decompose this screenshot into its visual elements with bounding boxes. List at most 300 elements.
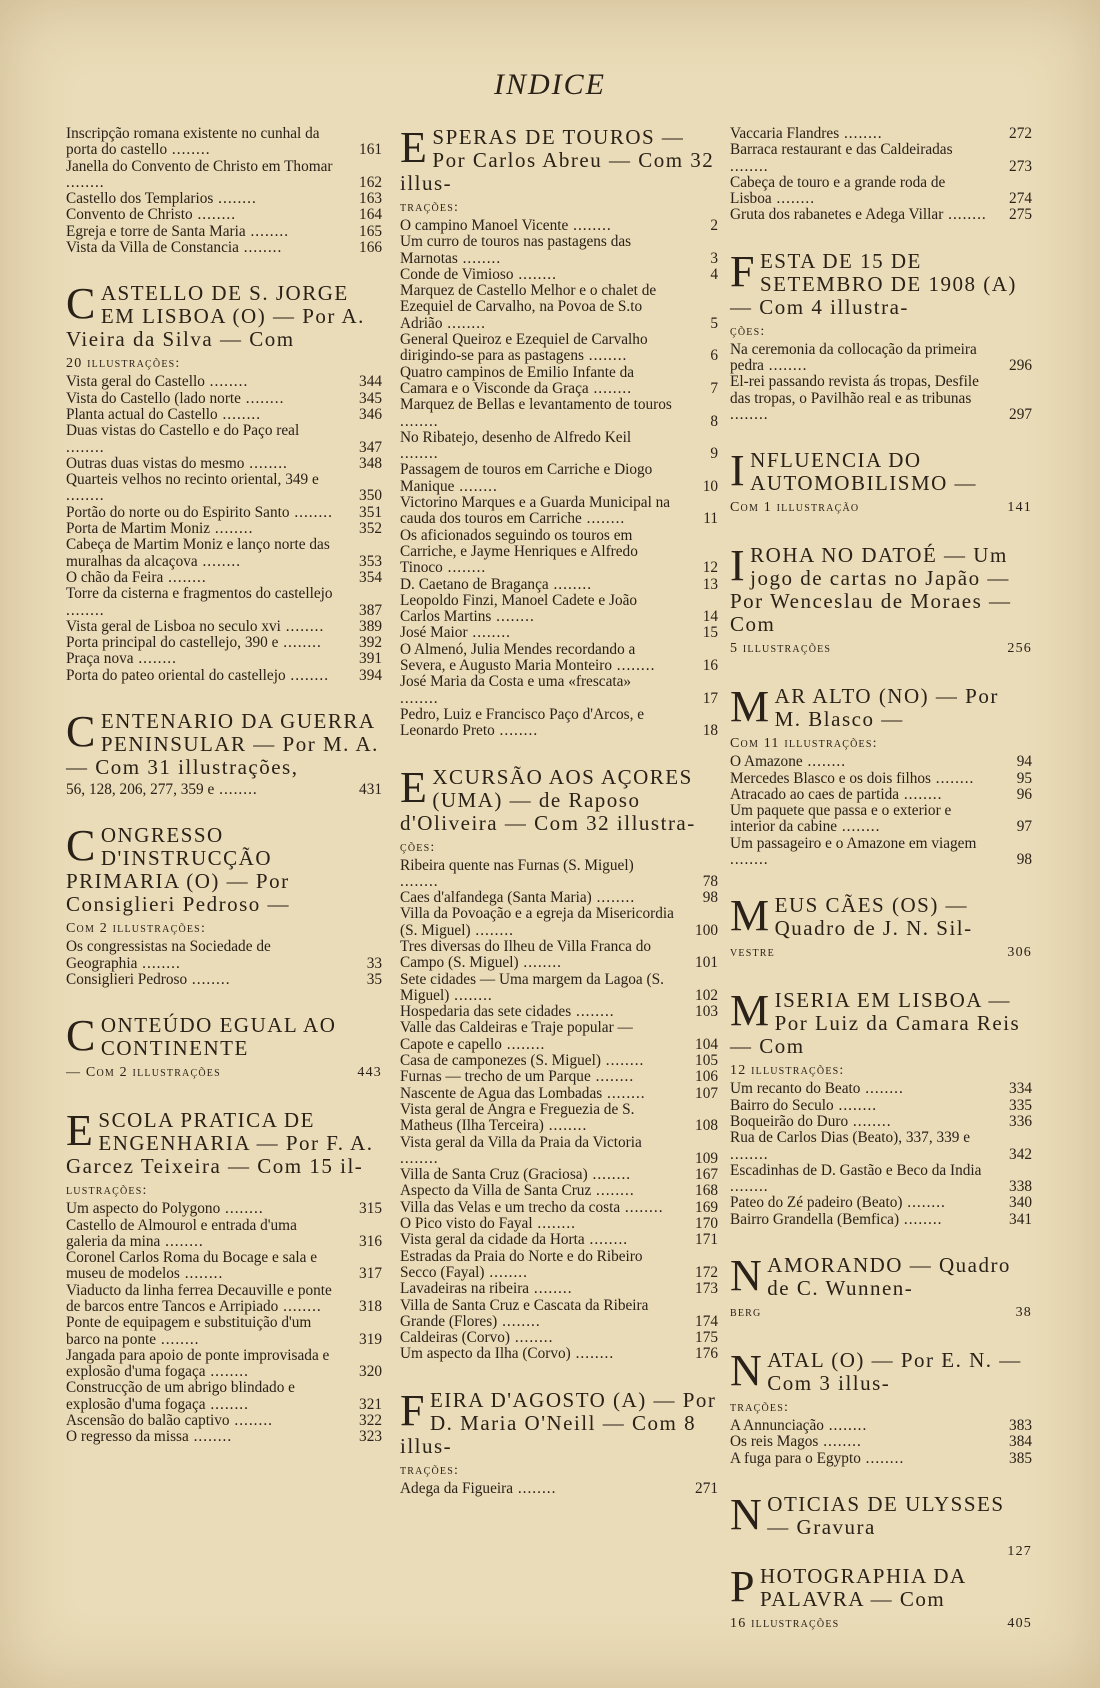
section-subheading: [730, 1614, 1032, 1634]
entry-title: Villa da Povoação e a egreja da Misericordia (S. Miguel) .....: [400, 906, 680, 939]
entry-title: Victorino Marques e a Guarda Municipal na cauda dos touros em Carriche .....: [400, 495, 680, 528]
section-subheading: [66, 354, 382, 374]
entry-title: A fuga para o Egypto .....: [730, 1451, 994, 1467]
entry-title: Um passageiro e o Amazone em viagem .....: [730, 836, 994, 869]
index-entry: [66, 1201, 382, 1217]
entry-title: Bairro Grandella (Bemfica) .....: [730, 1212, 994, 1228]
index-entry: [400, 1135, 718, 1168]
entry-page: 167: [695, 1166, 718, 1184]
index-entry: [66, 1429, 382, 1445]
entry-page: 161: [359, 141, 382, 159]
entry-title: Vista geral da Villa da Praia da Victoria .....: [400, 1135, 680, 1168]
index-entry: [400, 462, 718, 495]
entry-title: Portão do norte ou do Espirito Santo .....: [66, 505, 344, 521]
column-1: [66, 126, 382, 1472]
section-namorando: [730, 1251, 1032, 1323]
index-entry: [400, 642, 718, 675]
index-entry: [400, 890, 718, 906]
section-subheading: [400, 1461, 718, 1481]
entry-page: 346: [359, 405, 382, 423]
index-entry: [730, 787, 1032, 803]
entry-page: 353: [359, 552, 382, 570]
entry-title: José Maior .....: [400, 625, 680, 641]
subheading-text: Com 11 illustrações:: [730, 736, 878, 752]
section-subheading: [730, 498, 1032, 518]
section-mar: [730, 682, 1032, 869]
section-heading: PHOTOGRAPHIA DA PALAVRA — Com: [730, 1561, 966, 1611]
entry-title: Ponte de equipagem e substituição d'um barco na ponte .....: [66, 1315, 344, 1348]
index-entry: [66, 407, 382, 423]
section-escola: [66, 1106, 382, 1446]
entry-title: Caes d'alfandega (Santa Maria) .....: [400, 890, 680, 906]
entry-title: Torre da cisterna e fragmentos do castellejo .....: [66, 586, 344, 619]
index-entry: [66, 456, 382, 472]
entry-title: Atracado ao caes de partida .....: [730, 787, 994, 803]
entry-title: Rua de Carlos Dias (Beato), 337, 339 e .....: [730, 1130, 994, 1163]
section-page: 141: [1007, 500, 1032, 516]
entry-page: 168: [695, 1182, 718, 1200]
entry-title: Um recanto do Beato .....: [730, 1081, 994, 1097]
index-entry: [400, 283, 718, 332]
entry-title: Gruta dos rabanetes e Adega Villar .....: [730, 207, 994, 223]
index-entry: [730, 1451, 1032, 1467]
subheading-text: — Com 2 illustrações: [66, 1065, 221, 1081]
index-entry: [66, 635, 382, 651]
index-entry: [400, 939, 718, 972]
entry-page: 98: [702, 889, 718, 907]
index-entry: [730, 374, 1032, 423]
entry-page: 96: [1016, 785, 1032, 803]
index-entry: [730, 1163, 1032, 1196]
entry-title: Valle das Caldeiras e Traje popular — Capote e capello .....: [400, 1020, 680, 1053]
column-2: [400, 123, 718, 1523]
section-heading: ESPERAS DE TOUROS — Por Carlos Abreu — Com 32 illus-: [400, 123, 715, 195]
index-entry: [66, 1250, 382, 1283]
entry-title: Adega da Figueira .....: [400, 1481, 680, 1497]
entry-title: Villa de Santa Cruz e Cascata da Ribeira Grande (Flores) .....: [400, 1298, 680, 1331]
entry-page: 274: [1009, 190, 1032, 208]
index-entry: [400, 1020, 718, 1053]
index-entry: [400, 1298, 718, 1331]
entry-page: 163: [359, 190, 382, 208]
index-entry: [400, 593, 718, 626]
entry-title: Os reis Magos .....: [730, 1434, 994, 1450]
entry-title: Inscripção romana existente no cunhal da porta do castello .....: [66, 126, 344, 159]
entry-title: O Almenó, Julia Mendes recordando a Severa, e Augusto Maria Monteiro .....: [400, 642, 680, 675]
entry-title: Sete cidades — Uma margem da Lagoa (S. Miguel) .....: [400, 972, 680, 1005]
entry-title: Jangada para apoio de ponte improvisada e explosão d'uma fogaça .....: [66, 1348, 344, 1381]
entry-title: Consiglieri Pedroso .....: [66, 972, 344, 988]
entry-title: O chão da Feira .....: [66, 570, 344, 586]
entry-title: Casa de camponezes (S. Miguel) .....: [400, 1053, 680, 1069]
entry-title: Convento de Christo .....: [66, 207, 344, 223]
section-heading: FESTA DE 15 DE SETEMBRO DE 1908 (A) — Com 4 illustra-: [730, 246, 1017, 319]
entry-page: 431: [359, 781, 382, 799]
section-miseria: [730, 986, 1032, 1228]
subheading-text: trações:: [400, 1462, 460, 1478]
section-page: 443: [357, 1065, 382, 1081]
entry-page: 17: [702, 689, 718, 707]
index-entry: [66, 1413, 382, 1429]
entry-page: 166: [359, 239, 382, 257]
entry-page: 323: [359, 1428, 382, 1446]
entry-page: 336: [1009, 1112, 1032, 1130]
index-entry: [400, 1102, 718, 1135]
entry-page: 165: [359, 222, 382, 240]
section-photographia: [730, 1561, 1032, 1634]
index-entry: [400, 1481, 718, 1497]
entry-page: 354: [359, 568, 382, 586]
section-noticias: [730, 1489, 1032, 1559]
entry-title: Vista da Villa de Constancia .....: [66, 240, 344, 256]
index-entry: [400, 1281, 718, 1297]
entry-title: Quatro campinos de Emilio Infante da Camara e o Visconde da Graça .....: [400, 365, 680, 398]
section-meus: [730, 891, 1032, 963]
entry-title: Castello dos Templarios .....: [66, 191, 344, 207]
index-entry: [400, 972, 718, 1005]
index-entry: [400, 495, 718, 528]
section-heading: FEIRA D'AGOSTO (A) — Por D. Maria O'Neill — Com 8 illus-: [400, 1385, 717, 1458]
entry-page: 318: [359, 1297, 382, 1315]
index-entry: [66, 1218, 382, 1251]
entry-title: Villa de Santa Cruz (Graciosa) .....: [400, 1167, 680, 1183]
entry-title: Pedro, Luiz e Francisco Paço d'Arcos, e Leonardo Preto .....: [400, 707, 680, 740]
entry-title: Um aspecto do Polygono .....: [66, 1201, 344, 1217]
index-entry: [400, 1167, 718, 1183]
index-entry: [730, 771, 1032, 787]
index-entry: [66, 391, 382, 407]
entry-title: Construcção de um abrigo blindado e explosão d'uma fogaça .....: [66, 1380, 344, 1413]
entry-page: 9: [710, 445, 718, 463]
entry-title: Os aficionados seguindo os touros em Carriche, e Jayme Henriques e Alfredo Tinoco .....: [400, 528, 680, 577]
index-entry: [66, 651, 382, 667]
index-entry: [400, 332, 718, 365]
index-entry: [730, 142, 1032, 175]
entry-title: Quarteis velhos no recinto oriental, 349 e .....: [66, 472, 344, 505]
subheading-text: trações:: [730, 1400, 790, 1416]
section-festa: [730, 246, 1032, 423]
entry-page: 3: [710, 249, 718, 267]
index-entry: [66, 224, 382, 240]
entry-page: 172: [695, 1263, 718, 1281]
entry-title: Marquez de Bellas e levantamento de touros .....: [400, 397, 680, 430]
index-entry: [400, 528, 718, 577]
index-entry: [66, 207, 382, 223]
entry-page: 2: [710, 217, 718, 234]
section-iroha: [730, 541, 1032, 659]
entry-page: 297: [1009, 405, 1032, 423]
entry-page: 351: [359, 503, 382, 521]
entry-page: 273: [1009, 157, 1032, 175]
entry-title: Estradas da Praia do Norte e do Ribeiro Secco (Fayal) .....: [400, 1249, 680, 1282]
index-entry: [66, 1380, 382, 1413]
page-title: INDICE: [494, 68, 606, 101]
entry-title: O campino Manoel Vicente .....: [400, 218, 680, 234]
entry-title: Nascente de Agua das Lombadas .....: [400, 1086, 680, 1102]
entry-title: No Ribatejo, desenho de Alfredo Keil .....: [400, 430, 680, 463]
section-heading: ESCOLA PRATICA DE ENGENHARIA — Por F. A. Garcez Teixeira — Com 15 il-: [66, 1106, 374, 1179]
section-heading: EXCURSÃO AOS AÇORES (UMA) — de Raposo d'Oliveira — Com 32 illustra-: [400, 762, 696, 835]
entry-title: Vista geral da cidade da Horta .....: [400, 1232, 680, 1248]
section-natal: [730, 1346, 1032, 1467]
entry-page: 342: [1009, 1145, 1032, 1163]
index-entry: [66, 782, 382, 798]
index-entry: [66, 191, 382, 207]
entry-page: 338: [1009, 1178, 1032, 1196]
index-entry: [400, 906, 718, 939]
entry-title: O regresso da missa .....: [66, 1429, 344, 1445]
index-entry: [730, 1114, 1032, 1130]
index-entry: [66, 939, 382, 972]
section-subheading: [730, 943, 1032, 963]
entry-title: A Annunciação .....: [730, 1418, 994, 1434]
index-entry: [400, 1232, 718, 1248]
entry-title: Ascensão do balão captivo .....: [66, 1413, 344, 1429]
index-entry: [66, 570, 382, 586]
index-entry: [400, 1086, 718, 1102]
section-subheading: [66, 919, 382, 939]
index-entry: [730, 1434, 1032, 1450]
section-centenario: [66, 707, 382, 799]
index-entry: [400, 365, 718, 398]
entry-page: 169: [695, 1198, 718, 1216]
index-entry: [66, 159, 382, 192]
entry-title: Na ceremonia da collocação da primeira pedra .....: [730, 342, 994, 375]
entry-page: 389: [359, 617, 382, 635]
entry-page: 104: [695, 1035, 718, 1053]
entry-page: 345: [359, 389, 382, 407]
index-entry: [66, 1348, 382, 1381]
entry-page: 10: [702, 477, 718, 495]
index-entry: [400, 707, 718, 740]
entry-page: 296: [1009, 357, 1032, 375]
entry-page: 15: [702, 624, 718, 642]
entry-page: 14: [702, 608, 718, 626]
entry-page: 12: [702, 559, 718, 577]
index-entry: [730, 1212, 1032, 1228]
entry-title: Hospedaria das sete cidades .....: [400, 1004, 680, 1020]
entry-page: 350: [359, 487, 382, 505]
section-heading: MAR ALTO (NO) — Por M. Blasco —: [730, 682, 999, 732]
index-entry: [400, 1004, 718, 1020]
index-entry: [66, 126, 382, 159]
index-entry: [730, 1418, 1032, 1434]
entry-page: 322: [359, 1412, 382, 1430]
entry-title: Outras duas vistas do mesmo .....: [66, 456, 344, 472]
entry-page: 335: [1009, 1096, 1032, 1114]
index-entry: [66, 240, 382, 256]
index-entry: [730, 803, 1032, 836]
entry-title: 56, 128, 206, 277, 359 e .....: [66, 782, 344, 798]
subheading-text: ções:: [400, 839, 436, 855]
entry-title: Praça nova .....: [66, 651, 344, 667]
index-entry: [400, 1053, 718, 1069]
entry-page: 11: [703, 510, 718, 528]
entry-title: Aspecto da Villa de Santa Cruz .....: [400, 1183, 680, 1199]
entry-title: Boqueirão do Duro .....: [730, 1114, 994, 1130]
index-entry: [66, 586, 382, 619]
entry-title: Cabeça de Martim Moniz e lanço norte das muralhas da alcaçova .....: [66, 537, 344, 570]
subheading-text: 5 illustrações: [730, 641, 832, 657]
entry-page: 175: [695, 1329, 718, 1347]
entry-page: 352: [359, 520, 382, 538]
subheading-text: ções:: [730, 323, 766, 339]
entry-page: 105: [695, 1052, 718, 1070]
entry-page: 316: [359, 1232, 382, 1250]
index-entry: [730, 836, 1032, 869]
entry-page: 321: [359, 1395, 382, 1413]
section-page: 38: [1015, 1305, 1032, 1321]
entry-page: 33: [366, 954, 382, 972]
section-heading: MISERIA EM LISBOA — Por Luiz da Camara Reis — Com: [730, 986, 1021, 1059]
entry-page: 94: [1016, 753, 1032, 771]
section-subheading: [730, 1303, 1032, 1323]
entry-page: 174: [695, 1312, 718, 1330]
column-3: [730, 126, 1032, 1660]
index-entry: [66, 972, 382, 988]
index-entry: [66, 472, 382, 505]
subheading-text: 16 illustrações: [730, 1615, 840, 1631]
entry-title: Marquez de Castello Melhor e o chalet de Ezequiel de Carvalho, na Povoa de S.to Adrião .....: [400, 283, 680, 332]
index-entry: [400, 625, 718, 641]
entry-title: O Pico visto do Fayal .....: [400, 1216, 680, 1232]
section-heading: CENTENARIO DA GUERRA PENINSULAR — Por M. A. — Com 31 illustrações,: [66, 707, 379, 780]
entry-page: 164: [359, 206, 382, 224]
section-subheading: [730, 734, 1032, 754]
entry-title: Pateo do Zé padeiro (Beato) .....: [730, 1195, 994, 1211]
subheading-text: Com 1 illustração: [730, 500, 860, 516]
entry-page: 102: [695, 986, 718, 1004]
entry-title: Viaducto da linha ferrea Decauville e ponte de barcos entre Tancos e Arripiado .....: [66, 1283, 344, 1316]
entry-page: 271: [695, 1479, 718, 1497]
section-esperas: [400, 123, 718, 740]
entry-page: 98: [1016, 851, 1032, 869]
entry-title: Porta principal do castellejo, 390 e .....: [66, 635, 344, 651]
entry-title: Tres diversas do Ilheu de Villa Franca do Campo (S. Miguel) .....: [400, 939, 680, 972]
index-entry: [400, 267, 718, 283]
entry-page: 315: [359, 1200, 382, 1218]
entry-page: 106: [695, 1068, 718, 1086]
entry-page: 95: [1016, 769, 1032, 787]
continued-entries-col3: [730, 126, 1032, 224]
entry-title: Furnas — trecho de um Parque .....: [400, 1069, 680, 1085]
entry-page: 334: [1009, 1080, 1032, 1098]
index-entry: [400, 858, 718, 891]
entry-page: 275: [1009, 206, 1032, 224]
entry-title: Coronel Carlos Roma du Bocage e sala e museu de modelos .....: [66, 1250, 344, 1283]
index-entry: [730, 1098, 1032, 1114]
entry-title: Vista geral do Castello .....: [66, 374, 344, 390]
entry-title: Duas vistas do Castello e do Paço real .....: [66, 423, 344, 456]
entry-page: 317: [359, 1265, 382, 1283]
subheading-text: lustrações:: [66, 1183, 148, 1199]
section-heading: NAMORANDO — Quadro de C. Wunnen-: [730, 1251, 1011, 1301]
entry-page: 35: [366, 970, 382, 988]
index-entry: [400, 1249, 718, 1282]
entry-title: Ribeira quente nas Furnas (S. Miguel) .....: [400, 858, 680, 891]
index-entry: [730, 1195, 1032, 1211]
entry-title: Porta do pateo oriental do castellejo .....: [66, 668, 344, 684]
entry-title: Vaccaria Flandres .....: [730, 126, 994, 142]
entry-page: 13: [702, 575, 718, 593]
section-feira: [400, 1385, 718, 1497]
index-entry: [66, 374, 382, 390]
index-entry: [66, 521, 382, 537]
entry-page: 101: [695, 954, 718, 972]
entry-title: Conde de Vimioso .....: [400, 267, 680, 283]
section-subheading: [400, 838, 718, 858]
entry-page: 387: [359, 601, 382, 619]
entry-page: 383: [1009, 1417, 1032, 1435]
entry-title: Vista geral de Lisboa no seculo xvi .....: [66, 619, 344, 635]
index-entry: [400, 1069, 718, 1085]
entry-page: 385: [1009, 1449, 1032, 1467]
index-entry: [730, 342, 1032, 375]
entry-title: Vista do Castello (lado norte .....: [66, 391, 344, 407]
entry-title: Villa das Velas e um trecho da costa .....: [400, 1200, 680, 1216]
section-page: 405: [1007, 1615, 1032, 1631]
section-heading: INFLUENCIA DO AUTOMOBILISMO —: [730, 446, 978, 496]
entry-page: 162: [359, 173, 382, 191]
continued-entries: [66, 126, 382, 256]
entry-title: José Maria da Costa e uma «frescata» .....: [400, 674, 680, 707]
index-entry: [730, 207, 1032, 223]
entry-page: 347: [359, 438, 382, 456]
entry-title: Passagem de touros em Carriche e Diogo Manique .....: [400, 462, 680, 495]
entry-page: 78: [702, 872, 718, 890]
entry-page: 384: [1009, 1433, 1032, 1451]
section-subheading: [730, 1061, 1032, 1081]
entry-page: 5: [710, 314, 718, 332]
subheading-text: trações:: [400, 200, 460, 215]
entry-title: Lavadeiras na ribeira .....: [400, 1281, 680, 1297]
subheading-text: vestre: [730, 945, 775, 961]
entry-title: Vista geral de Angra e Freguezia de S. Matheus (Ilha Terceira) .....: [400, 1102, 680, 1135]
section-subheading: [730, 1398, 1032, 1418]
entry-page: 272: [1009, 125, 1032, 142]
index-entry: [400, 1200, 718, 1216]
section-conteudo: [66, 1011, 382, 1083]
section-page: 127: [1007, 1543, 1032, 1559]
index-entry: [400, 1183, 718, 1199]
entry-page: 320: [359, 1363, 382, 1381]
section-subheading: [66, 1063, 382, 1083]
subheading-text: 20 illustrações:: [66, 356, 181, 372]
subheading-text: berg: [730, 1305, 762, 1321]
entry-title: Castello de Almourol e entrada d'uma galeria da mina .....: [66, 1218, 344, 1251]
section-page: 306: [1007, 945, 1032, 961]
section-castello: [66, 279, 382, 684]
entry-page: 4: [710, 265, 718, 283]
entry-page: 16: [702, 657, 718, 675]
subheading-text: Com 2 illustrações:: [66, 921, 207, 937]
index-entry: [400, 577, 718, 593]
entry-page: 173: [695, 1280, 718, 1298]
section-subheading: [730, 322, 1032, 342]
entry-title: General Queiroz e Ezequiel de Carvalho dirigindo-se para as pastagens .....: [400, 332, 680, 365]
entry-title: Escadinhas de D. Gastão e Beco da India .....: [730, 1163, 994, 1196]
section-influencia: [730, 446, 1032, 518]
index-entry: [400, 218, 718, 234]
section-heading: NATAL (O) — Por E. N. — Com 3 illus-: [730, 1346, 1022, 1396]
entry-title: Barraca restaurant e das Caldeiradas .....: [730, 142, 994, 175]
index-entry: [400, 1216, 718, 1232]
entry-title: O Amazone .....: [730, 754, 994, 770]
entry-page: 100: [695, 921, 718, 939]
section-congresso: [66, 821, 382, 988]
section-subheading: [400, 198, 718, 218]
section-heading: CASTELLO DE S. JORGE EM LISBOA (O) — Por A. Vieira da Silva — Com: [66, 279, 365, 352]
